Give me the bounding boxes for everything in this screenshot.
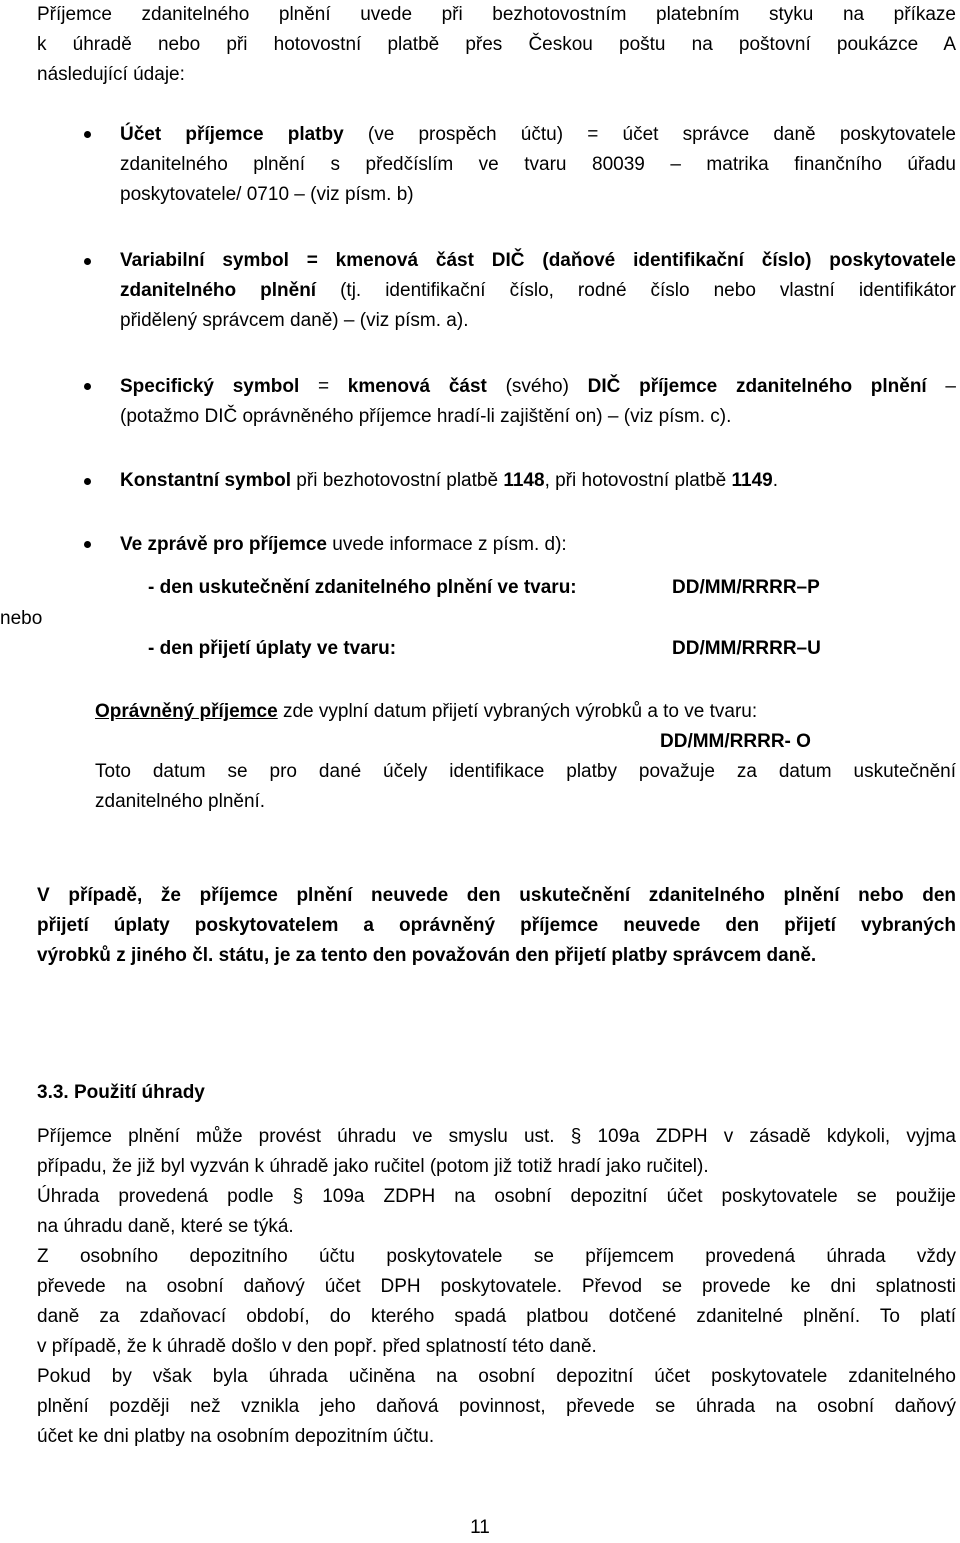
- bullet-line: [120, 466, 956, 496]
- duzp-label: - den uskutečnění zdanitelného plnění ve tvaru:: [148, 577, 577, 598]
- warning-line: přijetí úplaty poskytovatelem a oprávněný příjemce neuvede den přijetí vybraných: [37, 915, 956, 936]
- section-body: [37, 1122, 956, 1452]
- bullet-line: [120, 530, 956, 560]
- bullet-dot: [84, 383, 91, 390]
- bold-term: DIČ příjemce zdanitelného plnění: [587, 376, 927, 397]
- nebo-label: nebo: [0, 608, 43, 629]
- warning-paragraph: [37, 881, 956, 971]
- bullet-line: [120, 276, 956, 306]
- note-line: zdanitelného plnění.: [95, 791, 266, 812]
- bullet-constant-symbol: [120, 466, 956, 496]
- duzp-value: DD/MM/RRRR–P: [672, 577, 820, 598]
- bullet-line: (potažmo DIČ oprávněného příjemce hradí-li zajištění on) – (viz písm. c).: [120, 406, 732, 427]
- bullet-message: [120, 530, 956, 560]
- text-span: , při hotovostní platbě: [544, 470, 732, 491]
- bullet-line: [120, 120, 956, 150]
- bullet-dot: [84, 541, 91, 548]
- text-span: při bezhotovostní platbě: [291, 470, 504, 491]
- text-span: uvede informace z písm. d):: [327, 534, 567, 555]
- authorized-recipient-block: [95, 697, 956, 817]
- authorized-recipient-value: DD/MM/RRRR- O: [660, 731, 811, 752]
- paragraph-line: Úhrada provedená podle § 109a ZDPH na osobní depozitní účet poskytovatele se použije: [37, 1186, 956, 1207]
- text-span: –: [926, 376, 956, 397]
- paragraph-line: Z osobního depozitního účtu poskytovatele se příjemcem provedená úhrada vždy: [37, 1246, 956, 1267]
- bullet-account: [120, 120, 956, 210]
- bullet-dot: [84, 258, 91, 265]
- authorized-recipient-line: [95, 697, 956, 727]
- text-span: zde vyplní datum přijetí vybraných výrobků a to ve tvaru:: [277, 701, 758, 722]
- section-heading: 3.3. Použití úhrady: [37, 1082, 205, 1103]
- bold-term: kmenová část: [347, 376, 487, 397]
- bullet-variable-symbol: [120, 246, 956, 336]
- uplata-label: - den přijetí úplaty ve tvaru:: [148, 638, 397, 659]
- bold-term: Variabilní symbol = kmenová část DIČ (daňové identifikační číslo) poskytovatele: [120, 250, 956, 271]
- warning-line: V případě, že příjemce plnění neuvede den uskutečnění zdanitelného plnění nebo den: [37, 885, 956, 906]
- bold-term: Ve zprávě pro příjemce: [120, 534, 327, 555]
- paragraph-line: Příjemce plnění může provést úhradu ve smyslu ust. § 109a ZDPH v zásadě kdykoli, vyjma: [37, 1126, 956, 1147]
- bold-term: 1149: [731, 470, 773, 491]
- note-line: Toto datum se pro dané účely identifikace platby považuje za datum uskutečnění: [95, 761, 956, 782]
- intro-line: k úhradě nebo při hotovostní platbě přes Českou poštu na poštovní poukázce A: [37, 34, 956, 55]
- intro-paragraph: [37, 0, 956, 90]
- text-span: (tj. identifikační číslo, rodné číslo nebo vlastní identifikátor: [316, 280, 956, 301]
- paragraph-line: na úhradu daně, které se týká.: [37, 1216, 294, 1237]
- page-number: 11: [470, 1517, 490, 1538]
- paragraph-line: případu, že již byl vyzván k úhradě jako ručitel (potom již totiž hradí jako ručitel).: [37, 1156, 709, 1177]
- intro-line: následující údaje:: [37, 64, 185, 85]
- bullet-line: přidělený správcem daně) – (viz písm. a).: [120, 310, 469, 331]
- paragraph-line: Pokud by však byla úhrada učiněna na osobní depozitní účet poskytovatele zdanitelného: [37, 1366, 956, 1387]
- uplata-value: DD/MM/RRRR–U: [672, 638, 821, 659]
- bold-term: Účet příjemce platby: [120, 124, 344, 145]
- bullet-dot: [84, 131, 91, 138]
- bold-term: 1148: [503, 470, 545, 491]
- text-span: =: [299, 376, 348, 397]
- text-span: (svého): [486, 376, 588, 397]
- bold-term: zdanitelného plnění: [120, 280, 317, 301]
- paragraph-line: plnění později než vznikla jeho daňová povinnost, převede se úhrada na osobní daňový: [37, 1396, 956, 1417]
- warning-line: výrobků z jiného čl. státu, je za tento den považován den přijetí platby správcem daně.: [37, 945, 817, 966]
- bold-term: Specifický symbol: [120, 376, 300, 397]
- paragraph-line: daně za zdaňovací období, do kterého spadá platbou dotčené zdanitelné plnění. To platí: [37, 1306, 956, 1327]
- underlined-term: Oprávněný příjemce: [95, 701, 278, 722]
- bullet-line: [120, 246, 956, 276]
- text-span: (ve prospěch účtu) = účet správce daně poskytovatele: [343, 124, 956, 145]
- bullet-line: poskytovatele/ 0710 – (viz písm. b): [120, 184, 414, 205]
- bold-term: Konstantní symbol: [120, 470, 292, 491]
- paragraph-line: v případě, že k úhradě došlo v den popř. před splatností této daně.: [37, 1336, 597, 1357]
- intro-line: Příjemce zdanitelného plnění uvede při bezhotovostním platebním styku na příkaze: [37, 4, 956, 25]
- paragraph-line: účet ke dni platby na osobním depozitním účtu.: [37, 1426, 435, 1447]
- bullet-specific-symbol: [120, 372, 956, 432]
- bullet-line: zdanitelného plnění s předčíslím ve tvaru 80039 – matrika finančního úřadu: [120, 154, 956, 175]
- paragraph-line: převede na osobní daňový účet DPH poskytovatele. Převod se provede ke dni splatnosti: [37, 1276, 956, 1297]
- text-span: .: [772, 470, 779, 491]
- bullet-dot: [84, 478, 91, 485]
- bullet-line: [120, 372, 956, 402]
